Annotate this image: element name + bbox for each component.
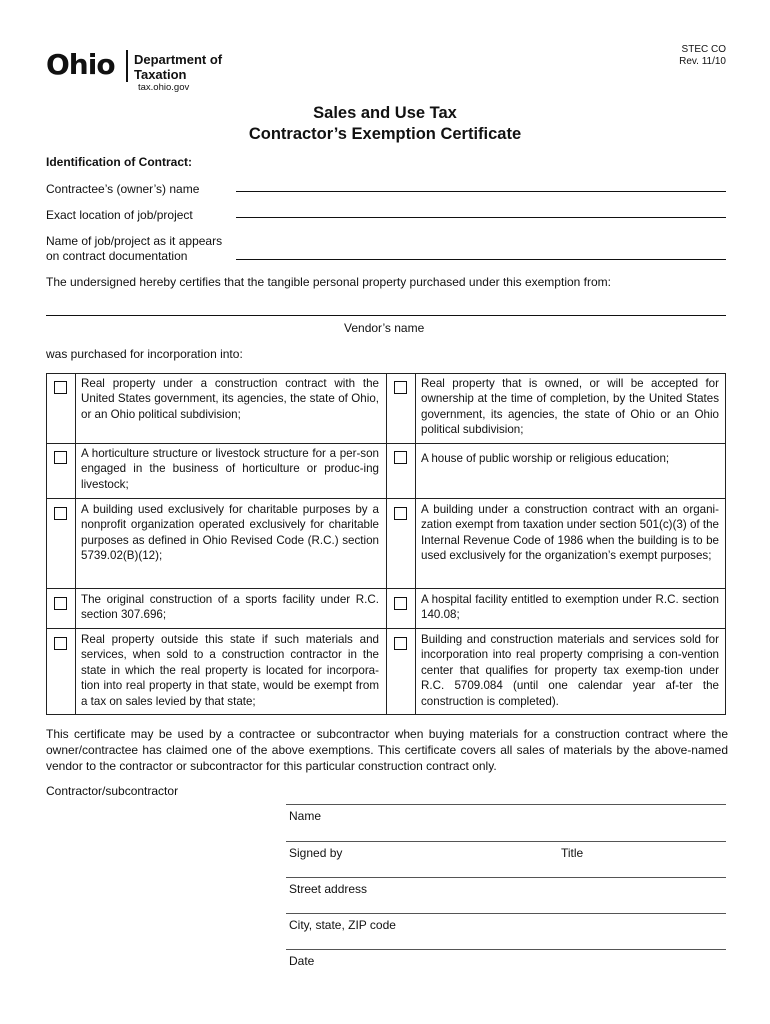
name-field[interactable]	[286, 804, 726, 805]
signed-by-field[interactable]	[286, 841, 726, 842]
option-text: Building and construction materials and services sold for incorporation into real property comprising a con-vention center that qualifies for property tax exemp-tion under R.C. 5709.084 (until one calendar year af-ter the construction is completed).	[421, 633, 719, 708]
grid-center-divider	[386, 374, 387, 714]
vendor-name-label: Vendor’s name	[344, 321, 425, 335]
city-state-zip-field[interactable]	[286, 913, 726, 914]
option-text: A hospital facility entitled to exemption under R.C. section 140.08;	[421, 593, 719, 622]
option-checkbox[interactable]	[394, 597, 407, 610]
signed-by-label: Signed by	[289, 846, 343, 860]
usage-note: This certificate may be used by a contractee or subcontractor when buying materials for a construction contract where the owner/contractee has claimed one of the above exemptions. This certificate covers all sales of materials by the above-named vendor to the contractor or subcontractor for this particular construction contract only.	[46, 727, 728, 773]
vendor-name-field[interactable]	[46, 315, 726, 316]
identification-heading: Identification of Contract:	[46, 155, 192, 169]
form-code: STEC CO	[681, 44, 726, 55]
option-text: A building under a construction contract with an organi-zation exempt from taxation under section 501(c)(3) of the Internal Revenue Code of 1986 when the building is to be used exclusively for the organization’s exempt purposes;	[421, 503, 719, 563]
exemption-options-grid	[46, 373, 726, 715]
option-text: A house of public worship or religious education;	[421, 452, 670, 465]
option-text: A building used exclusively for charitable purposes by a nonprofit organization operated exclusively for charitable purposes as defined in Ohio Revised Code (R.C.) section 5739.02(B)(12);	[81, 503, 379, 563]
date-label: Date	[289, 954, 315, 968]
ohio-taxation-logo	[46, 48, 246, 98]
street-address-field[interactable]	[286, 877, 726, 878]
date-field[interactable]	[286, 949, 726, 950]
grid-row-divider	[47, 588, 725, 589]
option-text: Real property that is owned, or will be accepted for ownership at the time of completion, by the United States government, its agencies, the state of Ohio or an Ohio political subdivision;	[421, 377, 719, 437]
option-checkbox[interactable]	[54, 451, 67, 464]
contractor-heading: Contractor/subcontractor	[46, 784, 179, 798]
option-checkbox[interactable]	[54, 597, 67, 610]
form-title-line2: Contractor’s Exemption Certificate	[248, 125, 522, 143]
form-identifier	[640, 44, 726, 68]
purchased-for-label: was purchased for incorporation into:	[46, 347, 243, 361]
logo-department: Department of Taxation	[134, 52, 223, 82]
city-state-zip-label: City, state, ZIP code	[289, 918, 396, 932]
contractee-field[interactable]	[236, 191, 726, 192]
option-checkbox[interactable]	[394, 381, 407, 394]
option-checkbox[interactable]	[54, 637, 67, 650]
grid-checkbox-column-left	[75, 374, 76, 714]
option-checkbox[interactable]	[394, 451, 407, 464]
grid-row-divider	[47, 498, 725, 499]
option-checkbox[interactable]	[54, 381, 67, 394]
website-link[interactable]: tax.ohio.gov	[138, 82, 190, 93]
grid-row-divider	[47, 443, 725, 444]
certification-statement: The undersigned hereby certifies that the tangible personal property purchased under this exemption from:	[46, 275, 611, 289]
option-text: Real property under a construction contract with the United States government, its agencies, the state of Ohio, or an Ohio political subdivision;	[81, 377, 379, 421]
job-name-label: Name of job/project as it appears on contract documentation	[46, 234, 223, 263]
option-text: Real property outside this state if such materials and services, when sold to a construction contractor in the state in which the real property is located for incorpora-tion into real property in that state, would be exempt from a tax on sales levied by that state;	[81, 633, 379, 708]
location-label: Exact location of job/project	[46, 208, 193, 222]
name-label: Name	[289, 809, 322, 823]
logo-divider	[126, 50, 128, 82]
grid-row-divider	[47, 628, 725, 629]
option-checkbox[interactable]	[394, 507, 407, 520]
option-checkbox[interactable]	[394, 637, 407, 650]
location-field[interactable]	[236, 217, 726, 218]
form-revision: Rev. 11/10	[679, 56, 726, 67]
contractee-label: Contractee’s (owner’s) name	[46, 182, 200, 196]
title-label: Title	[561, 846, 584, 860]
form-title-line1: Sales and Use Tax	[313, 104, 457, 122]
option-text: A horticulture structure or livestock structure for a per-son engaged in the business of horticulture or produc-ing livestock;	[81, 447, 379, 491]
option-text: The original construction of a sports facility under R.C. section 307.696;	[81, 593, 379, 622]
logo-wordmark: Ohio	[46, 48, 115, 81]
grid-checkbox-column-right	[415, 374, 416, 714]
option-checkbox[interactable]	[54, 507, 67, 520]
street-address-label: Street address	[289, 882, 368, 896]
job-name-field[interactable]	[236, 259, 726, 260]
